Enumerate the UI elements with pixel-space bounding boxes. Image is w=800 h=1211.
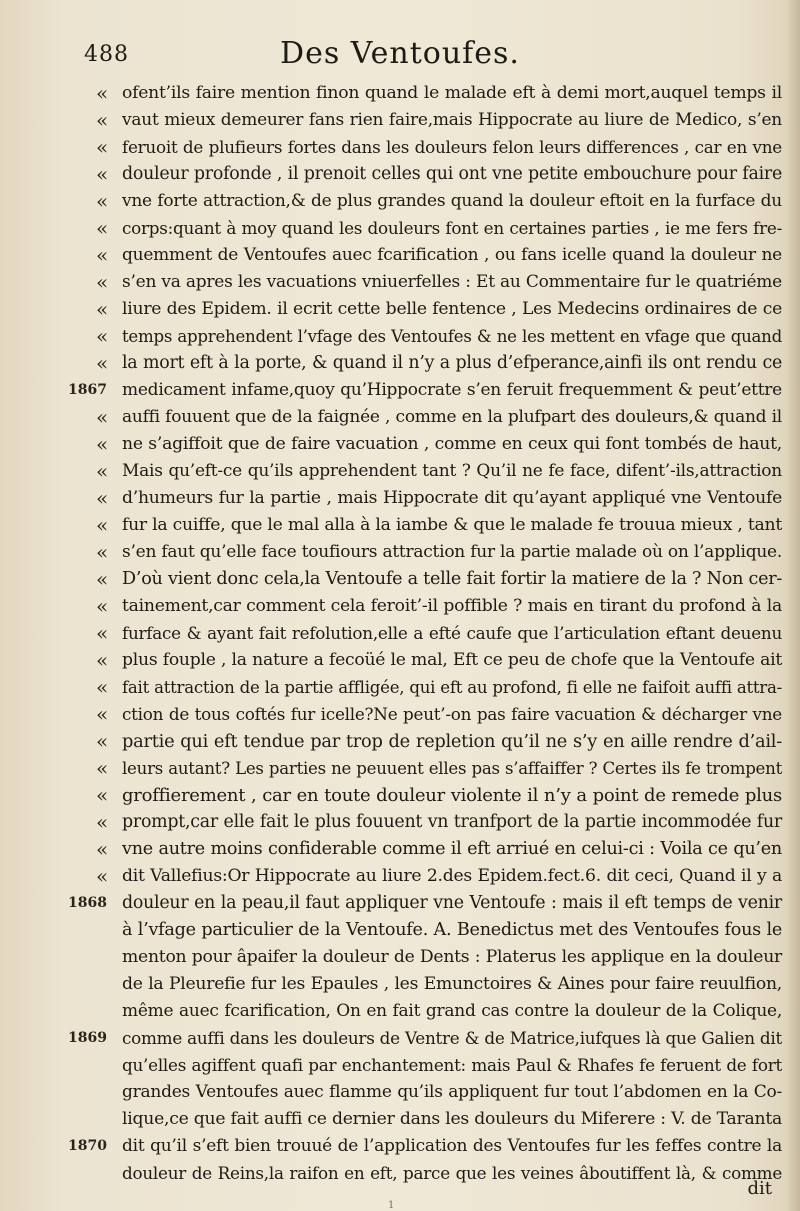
line-text: furface & ayant fait refolution,elle a efté caufe que l’articulation eftant deuenu xyxy=(122,623,782,643)
quotation-mark: « xyxy=(96,729,109,753)
text-line xyxy=(0,566,800,593)
quotation-mark: « xyxy=(96,405,109,429)
quotation-mark: « xyxy=(96,864,109,888)
line-text: vne autre moins confiderable comme il eft arriué en celui-ci : Voila ce qu’en xyxy=(122,839,782,859)
text-line xyxy=(0,917,800,944)
quotation-mark: « xyxy=(96,432,109,456)
quotation-mark: « xyxy=(96,162,109,186)
quotation-mark: « xyxy=(96,702,109,726)
text-line xyxy=(0,485,800,512)
quotation-mark: « xyxy=(96,324,109,348)
line-text: s’en va apres les vacuations vniuerfelles : Et au Commentaire fur le quatriéme xyxy=(122,272,782,292)
text-line xyxy=(0,134,800,161)
quotation-mark: « xyxy=(96,189,109,213)
margin-number: 1868 xyxy=(68,895,107,911)
line-text: comme auffi dans les douleurs de Ventre & de Matrice,iufques là que Galien dit xyxy=(122,1028,782,1048)
line-text: fur la cuiffe, que le mal alla à la iambe & que le malade fe trouua mieux , tant xyxy=(122,515,782,535)
text-line xyxy=(0,782,800,809)
line-text: partie qui eft tendue par trop de repletion qu’il ne s’y en aille rendre d’ail- xyxy=(122,731,782,752)
text-line xyxy=(0,1133,800,1160)
line-text: fait attraction de la partie affligée, qui eft au profond, fi elle ne faifoit auffi attra- xyxy=(122,678,782,697)
line-text: temps apprehendent l’vfage des Ventoufes & ne les mettent en vfage que quand xyxy=(122,327,782,346)
quotation-mark: « xyxy=(96,675,109,699)
quotation-mark: « xyxy=(96,486,109,510)
text-line xyxy=(0,836,800,863)
text-line xyxy=(0,323,800,350)
text-line xyxy=(0,404,800,431)
text-line xyxy=(0,296,800,323)
line-text: feruoit de plufieurs fortes dans les douleurs felon leurs differences , car en vne xyxy=(122,137,782,157)
line-text: ction de tous coftés fur icelle?Ne peut’-on pas faire vacuation & décharger vne xyxy=(122,704,782,724)
text-line xyxy=(0,890,800,917)
line-text: grandes Ventoufes auec flamme qu’ils appliquent fur tout l’abdomen en la Co- xyxy=(122,1082,782,1102)
line-text: leurs autant? Les parties ne peuuent elles pas s’affaiffer ? Certes ils fe trompent xyxy=(122,759,782,778)
margin-number: 1867 xyxy=(68,382,107,398)
line-text: D’où vient donc cela,la Ventoufe a telle fait fortir la matiere de la ? Non cer- xyxy=(122,569,783,589)
line-text: ofent’ils faire mention finon quand le malade eft à demi mort,auquel temps il xyxy=(122,83,782,103)
text-line xyxy=(0,161,800,188)
line-text: même auec fcarification, On en fait grand cas contre la douleur de la Colique, xyxy=(122,1001,782,1021)
catchword: dit xyxy=(747,1178,772,1199)
text-line xyxy=(0,377,800,404)
margin-number: 1870 xyxy=(68,1138,107,1154)
line-text: douleur en la peau,il faut appliquer vne Ventoufe : mais il eft temps de venir xyxy=(122,893,782,913)
text-line xyxy=(0,107,800,134)
text-line xyxy=(0,512,800,539)
line-text: vaut mieux demeurer fans rien faire,mais Hippocrate au liure de Medico, s’en xyxy=(122,110,782,130)
quotation-mark: « xyxy=(96,783,109,807)
signature-mark: 1 xyxy=(388,1200,395,1211)
quotation-mark: « xyxy=(96,648,109,672)
line-text: corps:quant à moy quand les douleurs font en certaines parties , ie me fers fre- xyxy=(122,218,782,238)
text-line xyxy=(0,539,800,566)
page-number: 488 xyxy=(84,42,129,67)
quotation-mark: « xyxy=(96,513,109,537)
text-line xyxy=(0,269,800,296)
line-text: dit qu’il s’eft bien trouué de l’application des Ventoufes fur les feffes contre la xyxy=(122,1136,782,1156)
quotation-mark: « xyxy=(96,621,109,645)
line-text: quemment de Ventoufes auec fcarification , ou fans icelle quand la douleur ne xyxy=(122,245,782,265)
text-line xyxy=(0,998,800,1025)
text-line xyxy=(0,1106,800,1133)
line-text: lique,ce que fait auffi ce dernier dans les douleurs du Miferere : V. de Taranta xyxy=(122,1109,782,1129)
margin-number: 1869 xyxy=(68,1030,107,1046)
line-text: auffi fouuent que de la faignée , comme en la plufpart des douleurs,& quand il xyxy=(122,407,782,427)
text-line xyxy=(0,350,800,377)
quotation-mark: « xyxy=(96,297,109,321)
line-text: Mais qu’eft-ce qu’ils apprehendent tant ? Qu’il ne fe face, difent’-ils,attraction xyxy=(122,461,782,481)
line-text: douleur de Reins,la raifon en eft, parce que les veines âboutiffent là, & comme xyxy=(122,1163,782,1183)
text-line xyxy=(0,1025,800,1052)
text-line xyxy=(0,701,800,728)
line-text: douleur profonde , il prenoit celles qui ont vne petite embouchure pour faire xyxy=(122,164,782,184)
text-line xyxy=(0,1052,800,1079)
quotation-mark: « xyxy=(96,540,109,564)
text-line xyxy=(0,728,800,755)
text-line xyxy=(0,809,800,836)
quotation-mark: « xyxy=(96,756,109,780)
quotation-mark: « xyxy=(96,243,109,267)
text-line xyxy=(0,215,800,242)
line-text: de la Pleurefie fur les Epaules , les Emunctoires & Aines pour faire reuulfion, xyxy=(122,974,782,994)
line-text: vne forte attraction,& de plus grandes quand la douleur eftoit en la furface du xyxy=(122,191,782,211)
quotation-mark: « xyxy=(96,216,109,240)
quotation-mark: « xyxy=(96,810,109,834)
text-line xyxy=(0,242,800,269)
quotation-mark: « xyxy=(96,108,109,132)
text-line xyxy=(0,863,800,890)
line-text: dit Vallefius:Or Hippocrate au liure 2.des Epidem.fect.6. dit ceci, Quand il y a xyxy=(122,866,782,886)
line-text: s’en faut qu’elle face toufiours attraction fur la partie malade où on l’applique. xyxy=(122,542,782,562)
line-text: menton pour âpaifer la douleur de Dents : Platerus les applique en la douleur xyxy=(122,947,782,967)
text-line xyxy=(0,80,800,107)
line-text: medicament infame,quoy qu’Hippocrate s’en feruit frequemment & peut’ettre xyxy=(122,380,782,400)
quotation-mark: « xyxy=(96,135,109,159)
page-header xyxy=(0,34,800,74)
line-text: groffierement , car en toute douleur violente il n’y a point de remede plus xyxy=(122,785,782,806)
line-text: à l’vfage particulier de la Ventoufe. A. Benedictus met des Ventoufes fous le xyxy=(122,920,782,940)
line-text: plus fouple , la nature a fecoüé le mal, Eft ce peu de chofe que la Ventoufe ait xyxy=(122,650,782,670)
text-line xyxy=(0,971,800,998)
text-line xyxy=(0,674,800,701)
quotation-mark: « xyxy=(96,837,109,861)
text-line xyxy=(0,431,800,458)
text-line xyxy=(0,647,800,674)
text-line xyxy=(0,755,800,782)
line-text: la mort eft à la porte, & quand il n’y a plus d’efperance,ainfi ils ont rendu ce xyxy=(122,353,782,373)
running-title: Des Ventoufes. xyxy=(280,36,520,71)
text-line xyxy=(0,458,800,485)
text-line xyxy=(0,593,800,620)
quotation-mark: « xyxy=(96,81,109,105)
text-line xyxy=(0,1079,800,1106)
line-text: qu’elles agiffent quafi par enchantement: mais Paul & Rhafes fe feruent de fort xyxy=(122,1055,782,1075)
quotation-mark: « xyxy=(96,594,109,618)
quotation-mark: « xyxy=(96,459,109,483)
text-line xyxy=(0,944,800,971)
line-text: liure des Epidem. il ecrit cette belle fentence , Les Medecins ordinaires de ce xyxy=(122,299,782,319)
text-line xyxy=(0,188,800,215)
quotation-mark: « xyxy=(96,567,109,591)
line-text: d’humeurs fur la partie , mais Hippocrate dit qu’ayant appliqué vne Ventoufe xyxy=(122,488,782,508)
line-text: tainement,car comment cela feroit’-il poffible ? mais en tirant du profond à la xyxy=(122,596,782,616)
quotation-mark: « xyxy=(96,270,109,294)
quotation-mark: « xyxy=(96,351,109,375)
text-line xyxy=(0,620,800,647)
line-text: prompt,car elle fait le plus fouuent vn tranfport de la partie incommodée fur xyxy=(122,812,782,832)
line-text: ne s’agiffoit que de faire vacuation , comme en ceux qui font tombés de haut, xyxy=(122,434,782,454)
text-line xyxy=(0,1160,800,1187)
